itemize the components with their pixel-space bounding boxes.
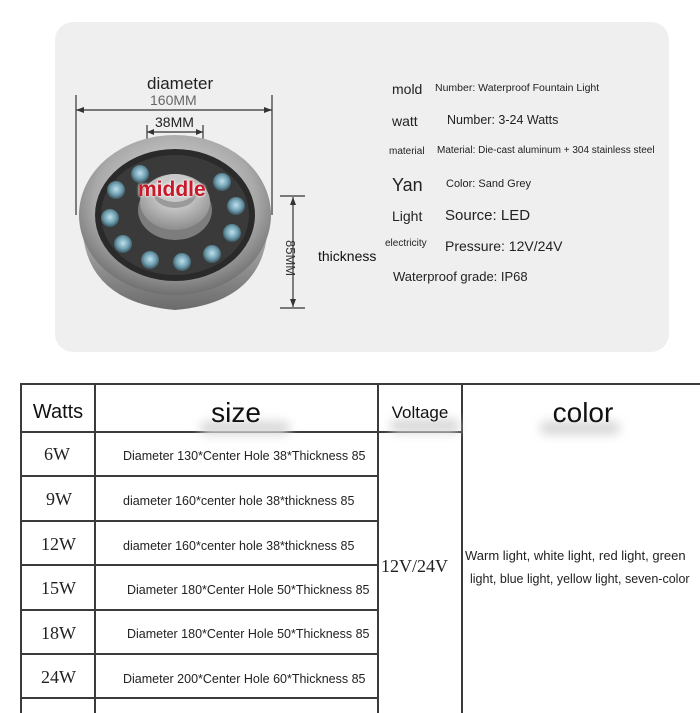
spec-value: Pressure: 12V/24V [445,238,563,254]
table-cell-watts: 15W [41,578,76,598]
spec-key: watt [392,113,418,129]
table-border [20,564,378,566]
table-cell-watts: 6W [44,444,70,464]
label-diameter: diameter [147,74,214,93]
product-diagram [60,70,390,340]
table-cell-voltage: 12V/24V [381,556,448,576]
table-cell-color-line1: Warm light, white light, red light, green [465,548,686,563]
table-cell-size: Diameter 130*Center Hole 38*Thickness 85 [123,449,366,463]
label-160mm: 160MM [150,92,197,108]
table-border [94,383,96,713]
spec-value: Number: Waterproof Fountain Light [435,82,600,94]
label-38mm: 38MM [155,114,194,130]
table-cell-size: Diameter 200*Center Hole 60*Thickness 85 [123,672,366,686]
label-85mm: 85MM [283,240,298,277]
spec-key: material [389,146,425,157]
spec-value: Material: Die-cast aluminum + 304 stainless steel [437,145,655,156]
label-middle: middle [138,178,206,201]
table-cell-size: diameter 160*center hole 38*thickness 85 [123,494,355,508]
spec-value: Color: Sand Grey [446,178,531,190]
table-border [20,609,378,611]
label-thickness: thickness [318,248,377,264]
header-voltage: Voltage [391,403,449,422]
table-border [20,653,378,655]
table-border [377,383,379,713]
table-cell-size: Diameter 180*Center Hole 50*Thickness 85 [127,627,370,641]
fountain-light-image [60,70,390,340]
spec-key: Yan [392,175,423,195]
table-border [20,520,378,522]
spec-key: mold [392,81,423,97]
table-border [20,697,378,699]
table-cell-watts: 9W [46,489,72,509]
table-cell-color-line2: light, blue light, yellow light, seven-color [470,572,690,586]
spec-key: Light [392,208,423,224]
spec-value: Source: LED [445,207,531,224]
table-border [461,383,463,713]
spec-value: Waterproof grade: IP68 [393,269,528,284]
spec-table [20,383,700,713]
table-cell-size: diameter 160*center hole 38*thickness 85 [123,539,355,553]
table-cell-watts: 24W [41,667,76,687]
spec-key: electricity [385,238,427,249]
table-cell-watts: 18W [41,623,76,643]
table-border [20,475,378,477]
header-size: size [211,397,261,428]
table-border [20,383,700,385]
table-border [20,383,22,713]
spec-value: Number: 3-24 Watts [447,113,559,127]
header-watts: Watts [32,401,84,423]
table-cell-watts: 12W [41,534,76,554]
header-color: color [552,397,614,428]
table-cell-size: Diameter 180*Center Hole 50*Thickness 85 [127,583,370,597]
